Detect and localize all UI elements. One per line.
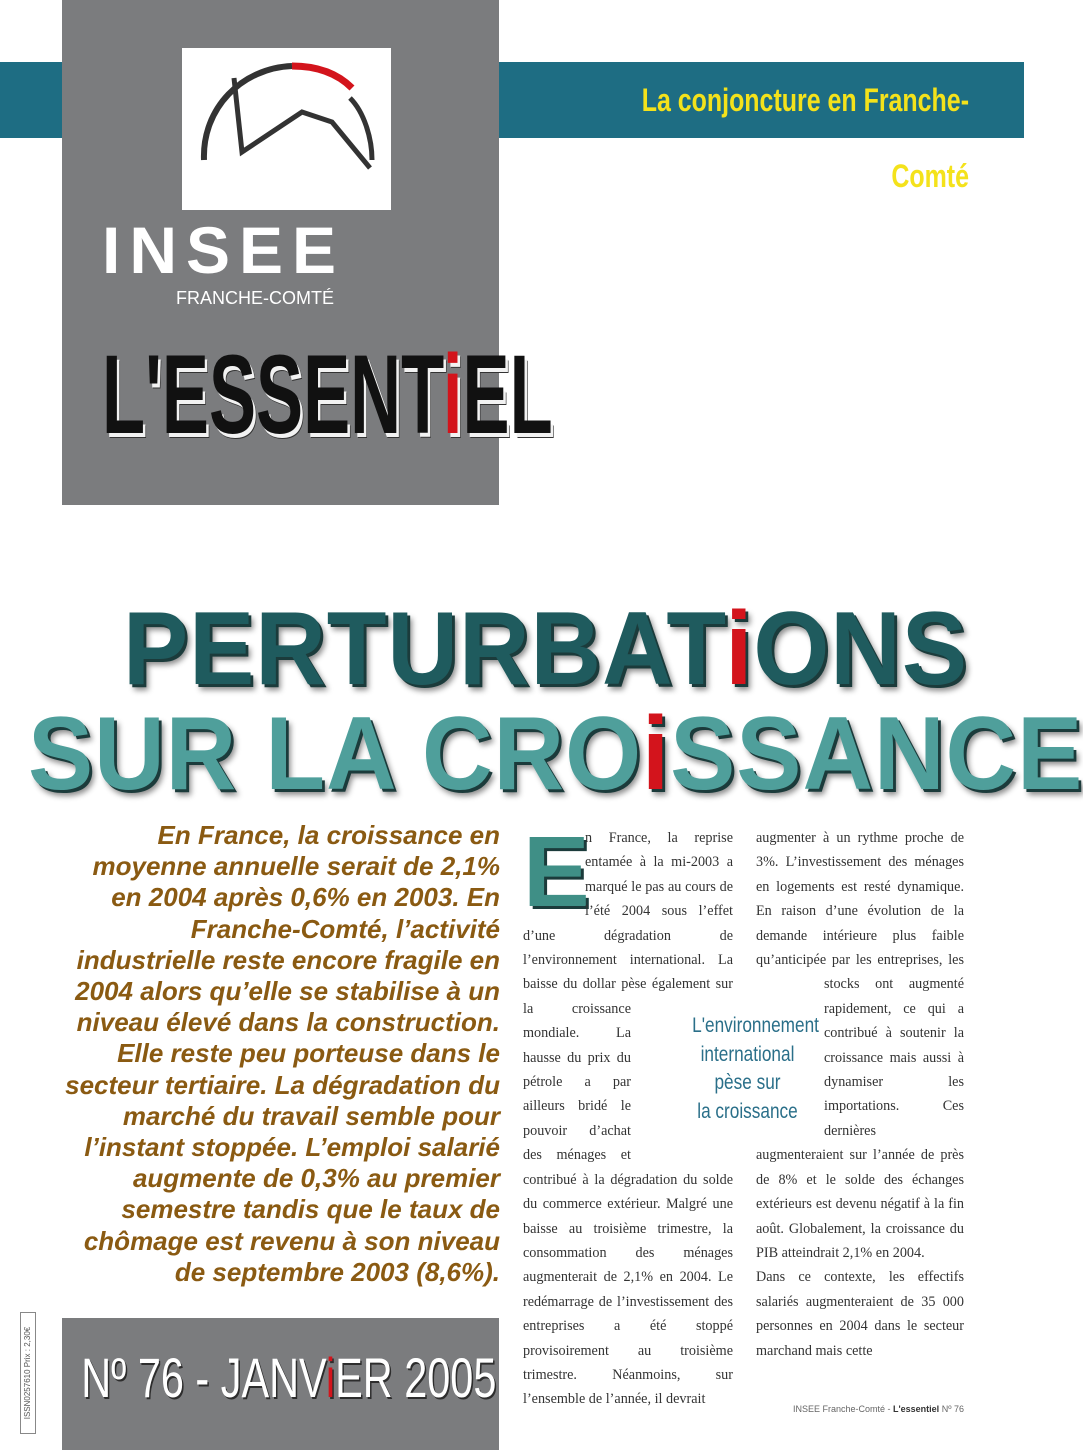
- pull-quote-line: international: [700, 1042, 795, 1066]
- issue-part: Nº 76 - JANV: [81, 1346, 326, 1409]
- body-text-col-2-p2: Dans ce contexte, les effectifs salariés augmenteraient de 35 000 personnes en 2004 dans le secteur marchand mais cette: [756, 1269, 964, 1359]
- page-footer: [756, 1404, 964, 1414]
- issue-number: [62, 1338, 497, 1418]
- pull-quote: [692, 1012, 819, 1126]
- headline-part: SSANCE: [670, 696, 1083, 812]
- insee-logo: [182, 48, 391, 210]
- masthead: [62, 0, 553, 505]
- publication-title-part: L'ESSENT: [102, 332, 443, 457]
- headline-part: SUR LA CRO: [28, 696, 643, 812]
- drop-cap: E: [523, 816, 590, 928]
- body-text-col-2: augmenter à un rythme proche de 3%. L’investissement des ménages en logements est resté dynamique. En raison d’une évolution de la demande intérieure plus faible qu’anticipée par les entreprises, les stocks ont augmenté rapidement, ce qui a contribué à soutenir la croissance mais aussi à dynamiser les importations. Ces dernières augmenteraient sur l’année de près de 8% et le solde des échanges extérieurs est devenu négatif à la fin août. Globalement, la croissance du PIB atteindrait 2,1% en 2004.: [756, 830, 964, 1261]
- issn-price-label: ISSN0257610 Prix : 2,30€: [20, 1312, 36, 1434]
- issue-block: [62, 1318, 499, 1450]
- issue-red-i: i: [325, 1346, 336, 1409]
- footer-part: INSEE Franche-Comté -: [792, 1404, 894, 1414]
- lead-text: En France, la croissance en moyenne annuelle serait de 2,1% en 2004 après 0,6% en 2003. En Franche-Comté, l’activité industrielle reste encore fragile en 2004 alors qu’elle se stabilise à un niveau élevé dans la construction. Elle reste peu porteuse dans le secteur tertiaire. La dégradation du marché du travail semble pour l’instant stoppée. L’emploi salarié augmente de 0,3% au premier semestre tandis que le taux de chômage est revenu à son niveau de septembre 2003 (8,6%).: [65, 820, 500, 1287]
- headline-red-i: i: [642, 696, 671, 812]
- publication-title: [102, 330, 553, 460]
- headline-part: PERTURBAT: [122, 591, 726, 707]
- headline-red-i: i: [725, 591, 754, 707]
- insee-logo-graphic: [182, 48, 391, 210]
- headline-line-1: [28, 590, 968, 709]
- body-text-col-1: n France, la reprise entamée à la mi-2003 a marqué le pas au cours de l’été 2004 sous l’effet d’une dégradation de l’environnement international. La baisse du dollar pèse également sur la croissance mondiale. La hausse du prix du pétrole a par ailleurs bridé le pouvoir d’achat des ménages et contribué à la dégradation du solde du commerce extérieur. Malgré une baisse au troisième trimestre, la consommation des ménages augmenterait de 2,1% en 2004. Le redémarrage de l’investissement des entreprises a été stoppé provisoirement au troisième trimestre. Néanmoins, sur l’ensemble de l’année, il devrait: [523, 830, 733, 1408]
- footer-part: Nº 76: [939, 1404, 964, 1414]
- headline-part: ONS: [753, 591, 968, 707]
- pull-quote-line: L'environnement: [692, 1014, 819, 1037]
- publication-title-red-i: i: [442, 332, 463, 457]
- footer-brand: L'essentiel: [893, 1404, 940, 1414]
- lead-paragraph: [60, 820, 500, 1288]
- pull-quote-line: pèse sur: [714, 1071, 781, 1095]
- series-title: La conjoncture en Franche-Comté: [641, 82, 969, 194]
- top-band-left: [0, 62, 62, 138]
- insee-wordmark: INSEE: [102, 213, 346, 287]
- issue-part: ER 2005: [335, 1346, 497, 1409]
- region-label: FRANCHE-COMTÉ: [176, 288, 334, 308]
- pull-quote-line: la croissance: [697, 1099, 798, 1123]
- top-band: [499, 62, 1024, 194]
- publication-title-part: EL: [462, 332, 553, 457]
- headline-line-2: [28, 695, 1083, 814]
